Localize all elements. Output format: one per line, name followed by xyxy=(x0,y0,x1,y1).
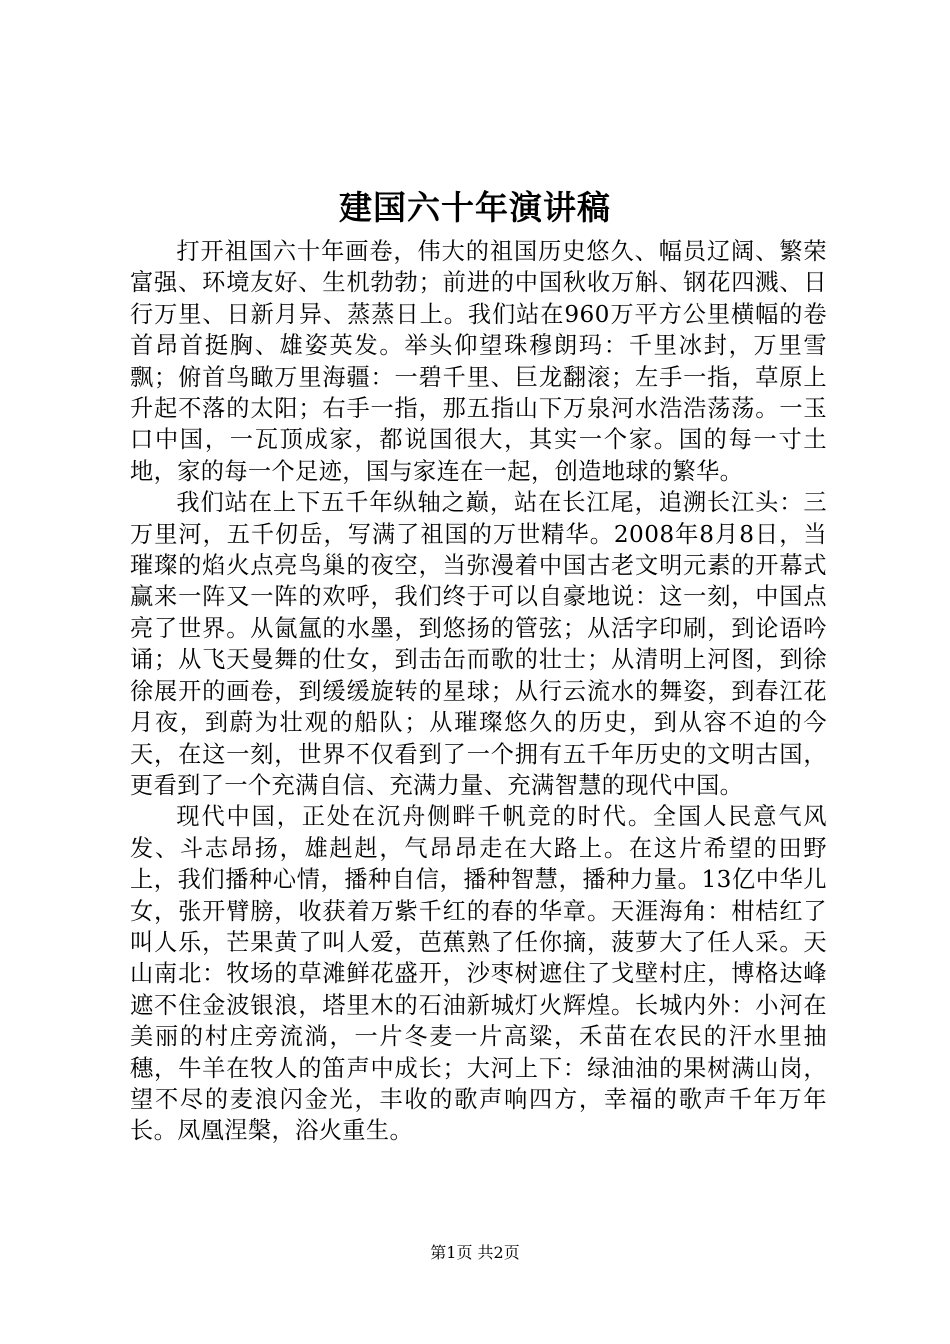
page-footer: 第1页 共2页 xyxy=(430,1243,520,1262)
document-body xyxy=(130,236,827,1147)
paragraph-3: 现代中国，正处在沉舟侧畔千帆竞的时代。全国人民意气风发、斗志昂扬，雄赳赳，气昂昂走在大路上。在这片希望的田野上，我们播种心情，播种自信，播种智慧，播种力量。13亿中华儿女，张开臂膀，收获着万紫千红的春的华章。天涯海角：柑桔红了叫人乐，芒果黄了叫人爱，芭蕉熟了任你摘，菠萝大了任人采。天山南北：牧场的草滩鲜花盛开，沙枣树遮住了戈壁村庄，博格达峰遮不住金波银浪，塔里木的石油新城灯火辉煌。长城内外：小河在美丽的村庄旁流淌，一片冬麦一片高粱，禾苗在农民的汗水里抽穗，牛羊在牧人的笛声中成长；大河上下：绿油油的果树满山岗，望不尽的麦浪闪金光，丰收的歌声响四方，幸福的歌声千年万年长。凤凰涅槃，浴火重生。 xyxy=(130,803,827,1145)
paragraph-2: 我们站在上下五千年纵轴之巅，站在长江尾，追溯长江头：三万里河，五千仞岳，写满了祖国的万世精华。2008年8月8日，当璀璨的焰火点亮鸟巢的夜空，当弥漫着中国古老文明元素的开幕式赢来一阵又一阵的欢呼，我们终于可以自豪地说：这一刻，中国点亮了世界。从氤氲的水墨，到悠扬的管弦；从活字印刷，到论语吟诵；从飞天曼舞的仕女，到击缶而歌的壮士；从清明上河图，到徐徐展开的画卷，到缓缓旋转的星球；从行云流水的舞姿，到春江花月夜，到蔚为壮观的船队；从璀璨悠久的历史，到从容不迫的今天，在这一刻，世界不仅看到了一个拥有五千年历史的文明古国，更看到了一个充满自信、充满力量、充满智慧的现代中国。 xyxy=(130,489,827,799)
document-title: 建国六十年演讲稿 xyxy=(339,188,611,227)
paragraph-1: 打开祖国六十年画卷，伟大的祖国历史悠久、幅员辽阔、繁荣富强、环境友好、生机勃勃；前进的中国秋收万斛、钢花四溅、日行万里、日新月异、蒸蒸日上。我们站在960万平方公里横幅的卷首昂首挺胸、雄姿英发。举头仰望珠穆朗玛：千里冰封，万里雪飘；俯首鸟瞰万里海疆：一碧千里、巨龙翻滚；左手一指，草原上升起不落的太阳；右手一指，那五指山下万泉河水浩浩荡荡。一玉口中国，一瓦顶成家，都说国很大，其实一个家。国的每一寸土地，家的每一个足迹，国与家连在一起，创造地球的繁华。 xyxy=(130,238,827,485)
